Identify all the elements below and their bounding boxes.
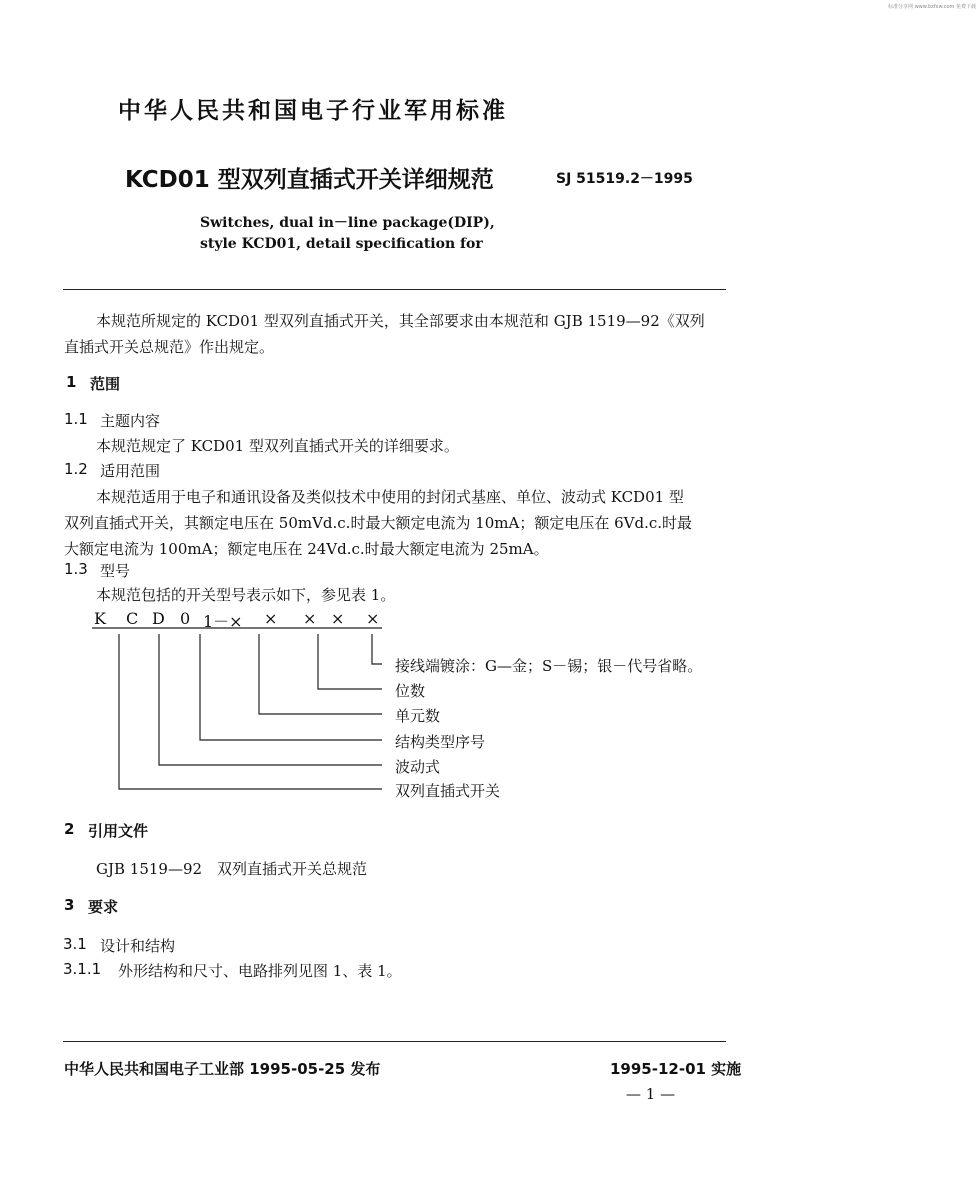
model-code-char: × [331,609,345,628]
english-title-line1: Switches, dual in－line package(DIP), [200,215,495,231]
section-2-title: 引用文件 [88,822,149,840]
model-label-structure-type: 结构类型序号 [395,733,486,751]
model-code-char: 1－× [203,612,243,631]
model-code-char: × [303,609,317,628]
section-3-1-1-number: 3.1.1 [63,960,102,978]
section-1-1-text: 本规范规定了 KCD01 型双列直插式开关的详细要求。 [96,437,459,455]
section-1-1-title: 主题内容 [100,412,161,430]
section-1-title: 范围 [90,375,121,393]
model-code-char: D [152,609,165,628]
section-1-2-title: 适用范围 [100,462,161,480]
leader-unit-count [259,634,382,714]
model-code-char: K [94,609,106,628]
model-code-char: × [264,609,278,628]
issuer-line: 中华人民共和国电子工业部 1995-05-25 发布 [64,1060,381,1078]
intro-line2: 直插式开关总规范》作出规定。 [64,338,275,356]
section-1-number: 1 [66,373,77,391]
section-3-number: 3 [64,896,75,914]
leader-structure-type [200,634,382,740]
section-1-3-text: 本规范包括的开关型号表示如下，参见表 1。 [96,586,396,604]
english-title-line2: style KCD01, detail specification for [200,236,483,252]
section-1-3-number: 1.3 [64,560,88,578]
section-2-reference: GJB 1519—92 双列直插式开关总规范 [96,860,368,878]
page-number: — 1 — [626,1085,676,1103]
standard-category: 中华人民共和国电子行业军用标准 [118,98,508,124]
section-3-1-title: 设计和结构 [100,937,176,955]
section-1-3-title: 型号 [100,562,131,580]
leader-terminal-plating [372,634,382,664]
standard-code: SJ 51519.2－1995 [556,171,693,187]
leader-rocker [159,634,382,765]
footer-rule [63,1041,726,1042]
implementation-date: 1995-12-01 实施 [610,1060,742,1078]
model-label-unit-count: 单元数 [395,707,441,725]
intro-line1: 本规范所规定的 KCD01 型双列直插式开关，其全部要求由本规范和 GJB 1519—92《双列 [96,312,705,330]
model-code-char: 0 [180,609,191,628]
section-3-1-number: 3.1 [63,935,87,953]
model-code-char: × [366,609,380,628]
document-title: KCD01 型双列直插式开关详细规范 [125,167,494,193]
section-3-title: 要求 [88,898,119,916]
section-1-2-line2: 双列直插式开关，其额定电压在 50mVd.c.时最大额定电流为 10mA；额定电压在 6Vd.c.时最 [64,514,693,532]
model-code-char: C [126,609,139,628]
watermark-text: 标准分享网 www.bzfxw.com 免费下载 [888,4,976,10]
section-2-number: 2 [64,820,75,838]
section-1-2-line3: 大额定电流为 100mA；额定电压在 24Vd.c.时最大额定电流为 25mA。 [64,540,549,558]
model-label-rocker: 波动式 [395,758,441,776]
section-1-2-line1: 本规范适用于电子和通讯设备及类似技术中使用的封闭式基座、单位、波动式 KCD01 型 [96,488,684,506]
model-label-bit-count: 位数 [395,682,426,700]
model-label-terminal-plating: 接线端镀涂：G—金；S－锡；银－代号省略。 [395,657,703,675]
section-1-2-number: 1.2 [64,460,88,478]
model-label-dip-switch: 双列直插式开关 [395,782,501,800]
section-3-1-1-text: 外形结构和尺寸、电路排列见图 1、表 1。 [118,962,402,980]
section-1-1-number: 1.1 [64,410,88,428]
